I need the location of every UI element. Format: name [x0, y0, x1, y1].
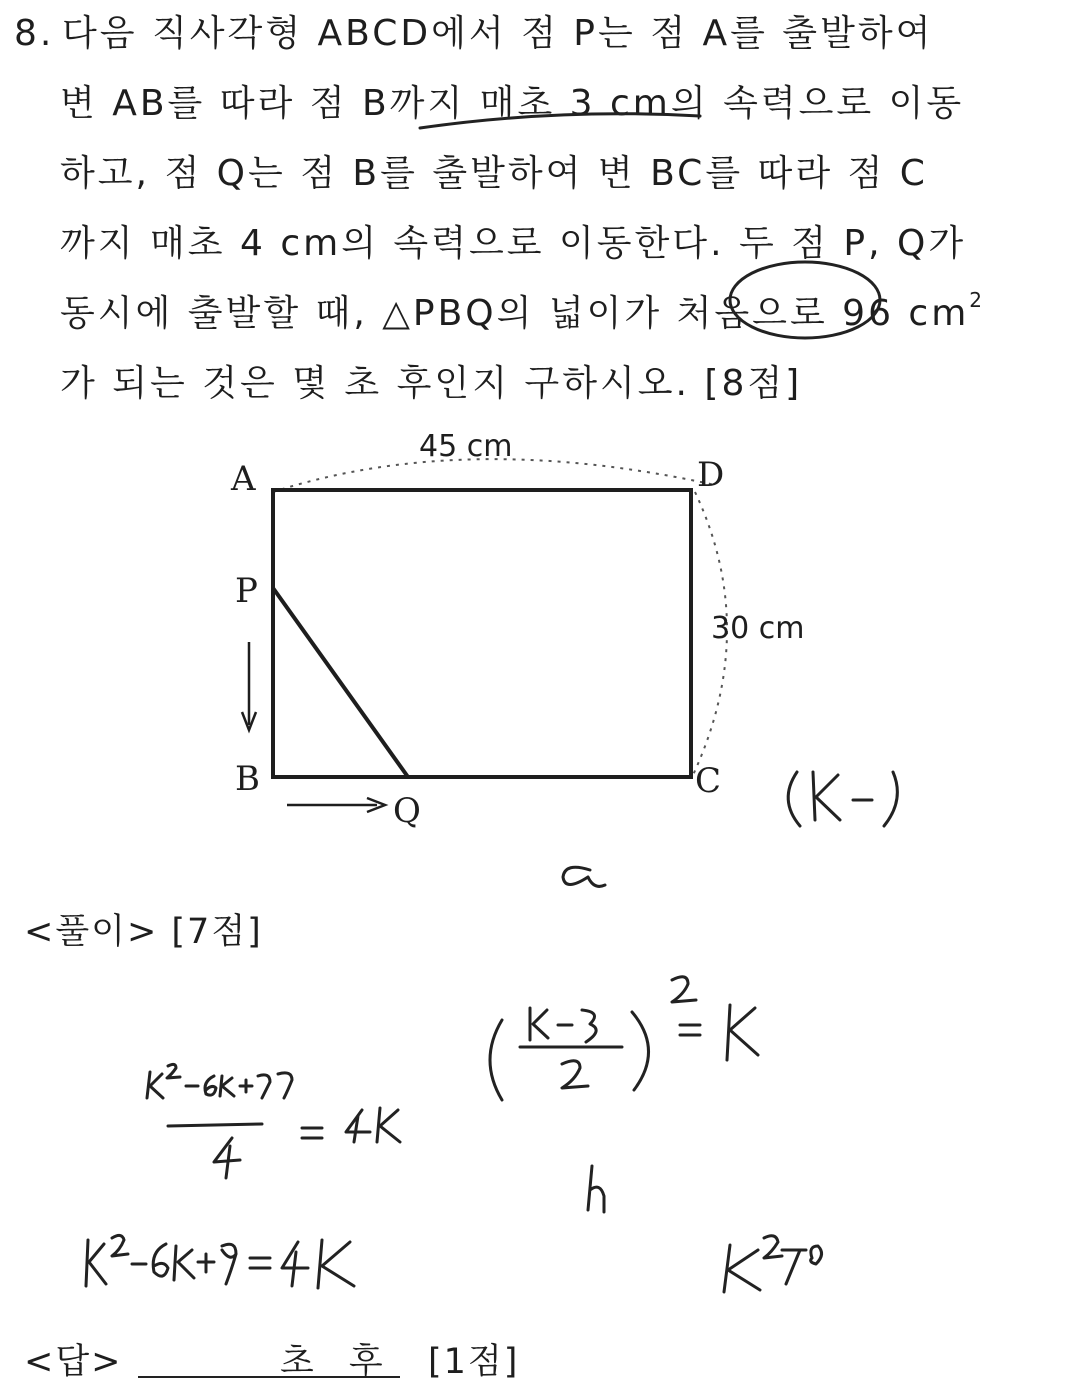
problem-line-2: 변 AB를 따라 점 B까지 매초 3 cm의 속력으로 이동: [60, 83, 965, 124]
point-p-label: P: [235, 571, 258, 611]
handwritten-expanded-equation: [86, 1235, 354, 1288]
problem-line-4: 까지 매초 4 cm의 속력으로 이동한다. 두 점 P, Q가: [60, 223, 967, 264]
answer-points: [1점]: [428, 1342, 520, 1382]
problem-number: 8.: [14, 13, 55, 54]
area-exponent: 2: [969, 288, 986, 312]
height-label: 30 cm: [711, 611, 805, 646]
vertex-b-label: B: [235, 759, 260, 799]
handwritten-inequality: [724, 1236, 822, 1292]
point-q-label: Q: [393, 791, 421, 831]
answer-label: <답>: [24, 1342, 123, 1382]
handwritten-k: [588, 1166, 604, 1212]
width-label: 45 cm: [419, 429, 513, 464]
rectangle-diagram: [215, 420, 835, 840]
problem-line-3: 하고, 점 Q는 점 B를 출발하여 변 BC를 따라 점 C: [60, 153, 928, 194]
handwritten-fraction-equation: [147, 1064, 400, 1178]
problem-line-5: 동시에 출발할 때, △PBQ의 넓이가 처음으로 96 $cm^2$: [60, 288, 986, 334]
vertex-c-label: C: [695, 761, 722, 801]
handwritten-a: [563, 867, 605, 886]
problem-line-1: 8. 다음 직사각형 ABCD에서 점 P는 점 A를 출발하여: [14, 13, 934, 54]
width-dimension-arc: [273, 459, 715, 492]
segment-pq: [273, 588, 408, 777]
solution-label: <풀이> [7점]: [24, 912, 263, 952]
vertex-d-label: D: [697, 455, 725, 495]
problem-line-6: 가 되는 것은 몇 초 후인지 구하시오. [8점]: [60, 363, 803, 404]
rectangle-abcd: [273, 490, 691, 777]
handwritten-fraction-square: [490, 977, 758, 1100]
answer-unit: 초 후: [280, 1342, 395, 1382]
vertex-a-label: A: [231, 459, 256, 499]
